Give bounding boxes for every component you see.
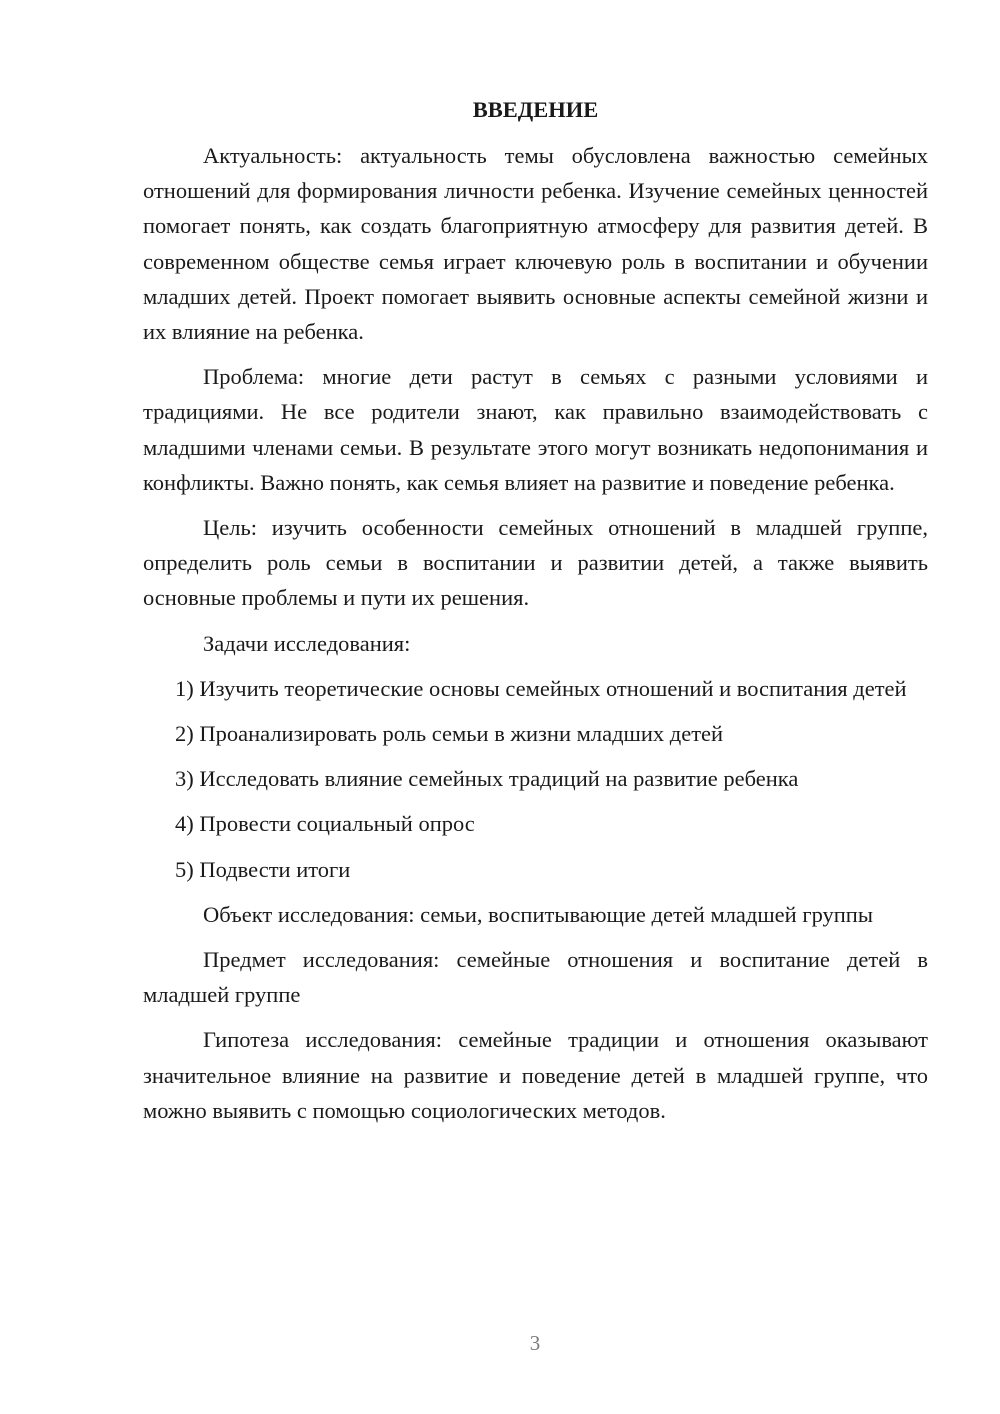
paragraph-problem: Проблема: многие дети растут в семьях с разными условиями и традициями. Не все родители знают, как правильно взаимодействовать с младшими членами семьи. В результате этого могут возникать недопонимания и конфликты. Важно понять, как семья влияет на развитие и поведение ребенка. [143, 364, 928, 495]
paragraph-hypothesis: Гипотеза исследования: семейные традиции и отношения оказывают значительное влияние на развитие и поведение детей в младшей группе, что можно выявить с помощью социологических методов. [143, 1027, 928, 1123]
page-number: 3 [529, 1331, 541, 1355]
task-item-4: 4) Провести социальный опрос [175, 811, 475, 837]
task-item-3: 3) Исследовать влияние семейных традиций на развитие ребенка [175, 766, 799, 792]
tasks-heading: Задачи исследования: [203, 630, 411, 656]
section-title: ВВЕДЕНИЕ [472, 97, 599, 122]
paragraph-goal: Цель: изучить особенности семейных отношений в младшей группе, определить роль семьи в воспитании и развитии детей, а также выявить основные проблемы и пути их решения. [143, 515, 928, 611]
task-item-1: 1) Изучить теоретические основы семейных отношений и воспитания детей [175, 675, 907, 701]
task-item-5: 5) Подвести итоги [175, 856, 351, 882]
document-page [143, 92, 928, 1138]
paragraph-subject: Предмет исследования: семейные отношения и воспитание детей в младшей группе [143, 947, 928, 1008]
paragraph-relevance: Актуальность: актуальность темы обусловлена важностью семейных отношений для формирования личности ребенка. Изучение семейных ценностей помогает понять, как создать благоприятную атмосферу для развития детей. В современном обществе семья играет ключевую роль в воспитании и обучении младших детей. Проект помогает выявить основные аспекты семейной жизни и их влияние на ребенка. [143, 143, 928, 345]
task-item-2: 2) Проанализировать роль семьи в жизни младших детей [175, 721, 724, 747]
paragraph-object: Объект исследования: семьи, воспитывающие детей младшей группы [203, 901, 873, 927]
